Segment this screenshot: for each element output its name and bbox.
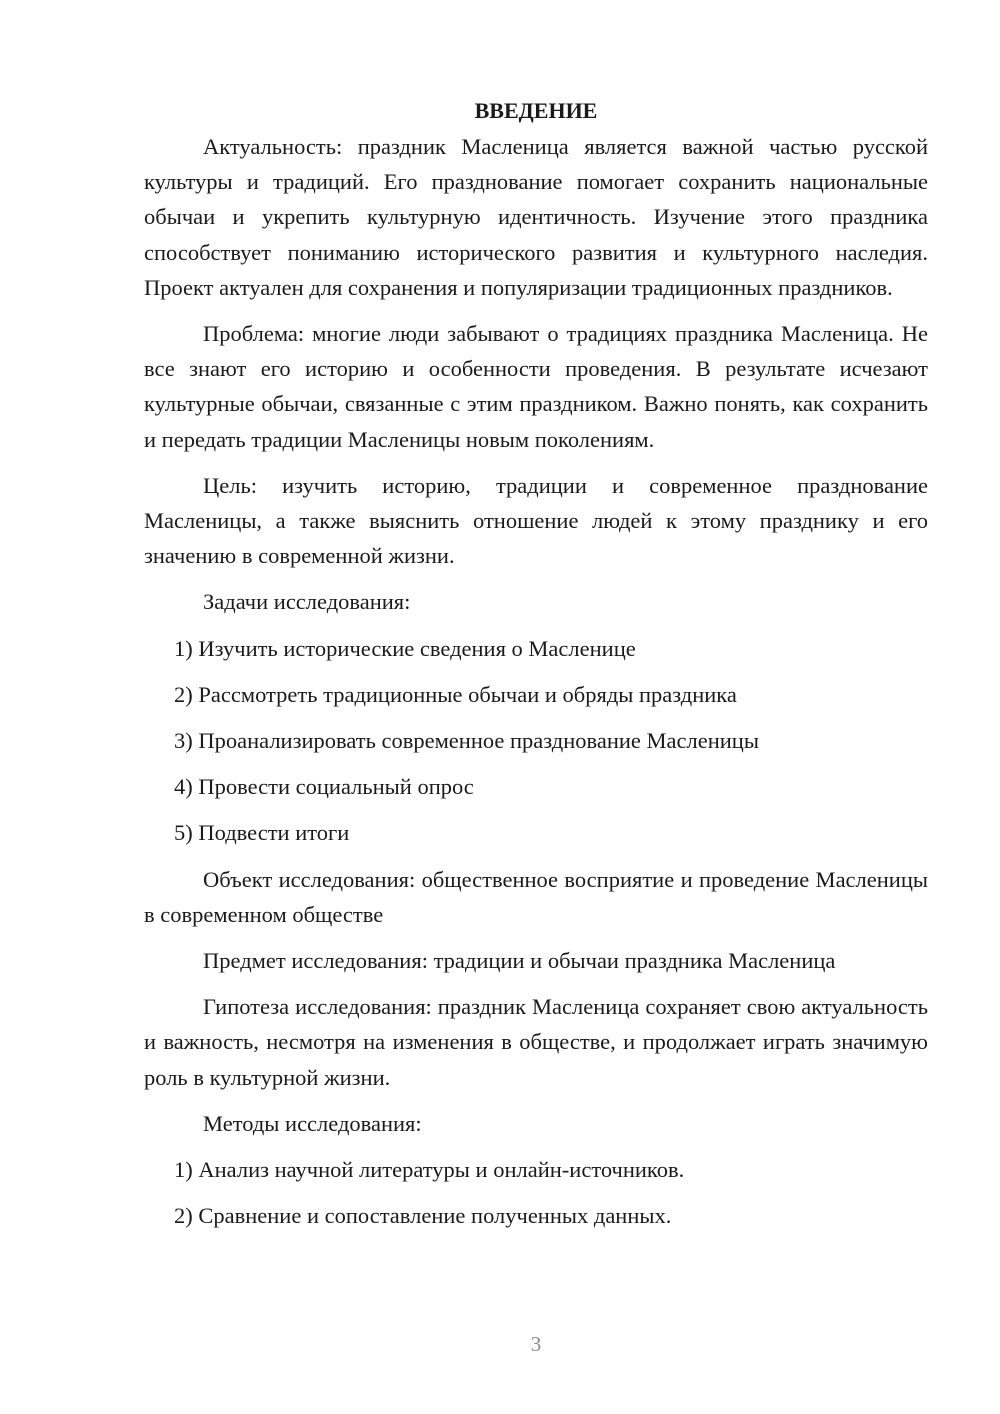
list-item: 3) Проанализировать современное празднование Масленицы (174, 728, 759, 754)
page-number: 3 (530, 1332, 542, 1356)
document-page (144, 93, 928, 1244)
methods-title: Методы исследования: (203, 1110, 422, 1136)
list-item: 4) Провести социальный опрос (174, 774, 474, 800)
relevance-paragraph: Актуальность: праздник Масленица является важной частью русской культуры и традиций. Его празднование помогает сохранить национальные обычаи и укрепить культурную идентичность. Изучение этого праздника способствует пониманию исторического развития и культурного наследия. Проект актуален для сохранения и популяризации традиционных праздников. (144, 134, 928, 300)
list-item: 1) Изучить исторические сведения о Масленице (174, 635, 636, 661)
section-heading: ВВЕДЕНИЕ (474, 98, 598, 123)
list-item: 1) Анализ научной литературы и онлайн-источников. (174, 1157, 685, 1183)
list-item: 2) Сравнение и сопоставление полученных данных. (174, 1203, 672, 1229)
list-item: 5) Подвести итоги (174, 820, 350, 846)
problem-paragraph: Проблема: многие люди забывают о традициях праздника Масленица. Не все знают его историю и особенности проведения. В результате исчезают культурные обычаи, связанные с этим праздником. Важно понять, как сохранить и передать традиции Масленицы новым поколениям. (144, 321, 928, 452)
object-paragraph: Объект исследования: общественное восприятие и проведение Масленицы в современном обществе (144, 866, 928, 927)
goal-paragraph: Цель: изучить историю, традиции и современное празднование Масленицы, а также выяснить отношение людей к этому празднику и его значению в современной жизни. (144, 472, 928, 569)
tasks-title: Задачи исследования: (203, 589, 411, 615)
list-item: 2) Рассмотреть традиционные обычаи и обряды праздника (174, 681, 737, 707)
hypothesis-paragraph: Гипотеза исследования: праздник Масленица сохраняет свою актуальность и важность, несмотря на изменения в обществе, и продолжает играть значимую роль в культурной жизни. (144, 994, 928, 1090)
subject-paragraph: Предмет исследования: традиции и обычаи праздника Масленица (203, 948, 836, 974)
methods-list (144, 1152, 928, 1233)
tasks-list (144, 631, 928, 851)
